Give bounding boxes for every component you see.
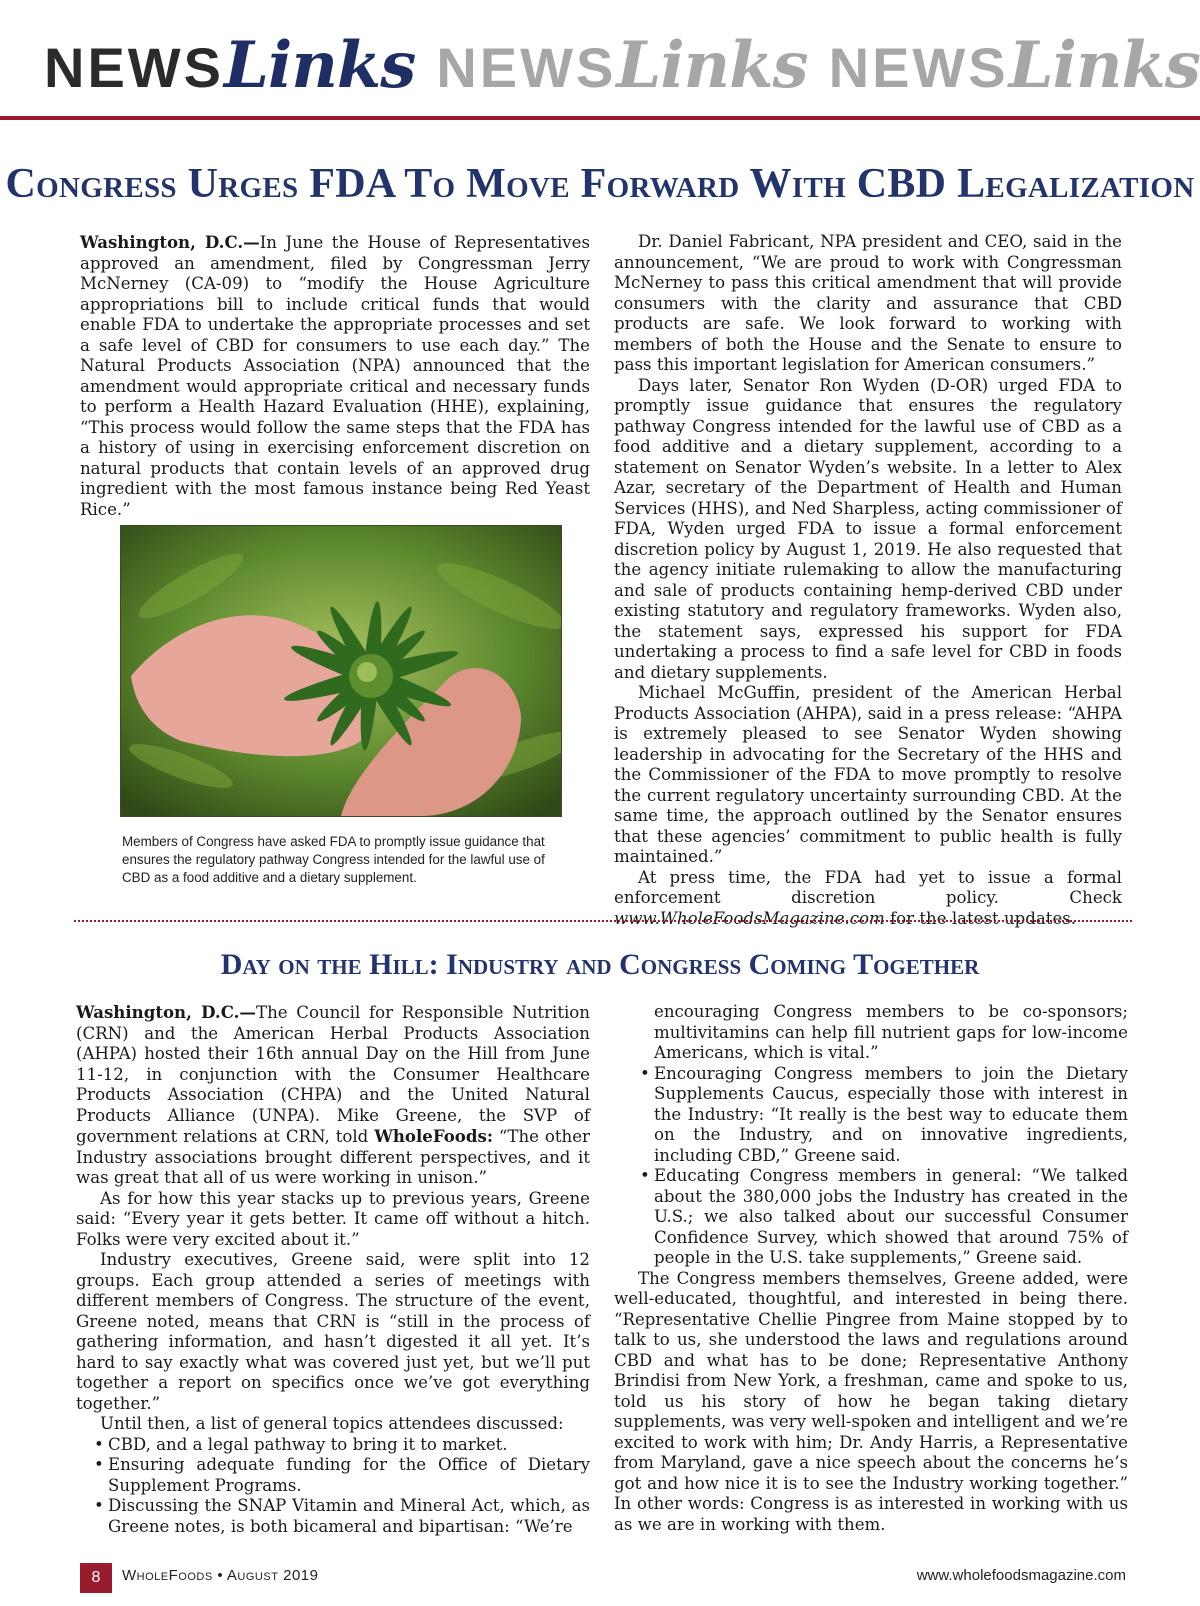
topic-bullet-continued: encouraging Congress members to be co-sponsors; multivitamins can help fill nutrient gaps for low-income Americans, which is vital.” <box>654 1002 1128 1062</box>
article1-paragraph: Dr. Daniel Fabricant, NPA president and CEO, said in the announcement, “We are proud to work with Congressman McNerney to pass this critical amendment that will provide consumers with the clarity and assurance that CBD products are safe. We look forward to working with members of both the House and the Senate to ensure to pass this important legislation for American consumers.” <box>614 232 1122 374</box>
masthead-links-word-repeat: Links <box>616 28 808 103</box>
masthead-links-word-repeat: Links <box>1008 28 1200 103</box>
masthead-news-word-repeat: NEWS <box>436 36 617 99</box>
paragraph-text: At press time, the FDA had yet to issue a formal enforcement discretion policy. Check <box>614 867 1122 907</box>
paragraph-text: The Council for Responsible Nutrition (CRN) and the American Herbal Products Association (AHPA) hosted their 16th annual Day on the Hill from June 11-12, in conjunction with the Consumer Healthcare Products Association (CHPA) and the United Natural Products Alliance (UNPA). Mike Greene, the SVP of government relations at CRN, told <box>76 1003 590 1146</box>
article2-paragraph: Until then, a list of general topics attendees discussed: <box>100 1414 564 1433</box>
publication-name: WholeFoods: <box>374 1126 493 1146</box>
masthead-logo-repeat <box>829 28 1200 103</box>
article1-paragraph <box>80 232 590 520</box>
masthead-logo <box>44 28 415 103</box>
article2-column-1 <box>76 1002 590 1537</box>
page-number: 8 <box>80 1563 112 1593</box>
magazine-website-link[interactable]: www.WholeFoodsMagazine.com <box>614 908 885 928</box>
photo-caption: Members of Congress have asked FDA to promptly issue guidance that ensures the regulatory pathway Congress intended for the lawful use of CBD as a food additive and a dietary supplement. <box>122 834 545 885</box>
article1-column-1 <box>80 232 590 520</box>
topic-bullet: • Ensuring adequate funding for the Office of Dietary Supplement Programs. <box>92 1455 590 1496</box>
paragraph-text: In June the House of Representatives approved an amendment, filed by Congressman Jerry McNerney (CA-09) to “modify the House Agriculture appropriations bill to include critical funds that would enable FDA to undertake the appropriate processes and set a safe level of CBD for consumers to use each day.” The Natural Products Association (NPA) announced that the amendment would appropriate critical and necessary funds to perform a Health Hazard Evaluation (HHE), explaining, “This process would follow the same steps that the FDA has a history of using in exercising enforcement discretion on natural products that contain levels of an approved drug ingredient with the most famous instance being Red Yeast Rice.” <box>80 233 590 519</box>
hemp-leaves-hands-image <box>121 526 561 816</box>
article2-column-2 <box>614 1002 1128 1535</box>
topic-bullet: • Educating Congress members in general: “We talked about the 380,000 jobs the Industry has created in the U.S.; we also talked about our successful Consumer Confidence Survey, which showed that around 75% of people in the U.S. take supplements,” Greene said. <box>614 1166 1128 1269</box>
article1-headline: Congress Urges FDA To Move Forward With CBD Legalization <box>5 161 1195 207</box>
article2-paragraph: Industry executives, Greene said, were split into 12 groups. Each group attended a series of meetings with different members of Congress. The structure of the event, Greene noted, means that CRN is “still in the process of gathering information, and hasn’t digested it all yet. It’s hard to say exactly what was covered just yet, but we’ll put together a report on specifics once we’ve got everything together.” <box>76 1250 590 1413</box>
dateline: Washington, D.C.— <box>76 1002 256 1022</box>
masthead-rule <box>0 116 1200 120</box>
hemp-photo <box>120 525 562 817</box>
footer-magazine-issue: WholeFoods • August 2019 <box>122 1567 319 1584</box>
article1-paragraph: Days later, Senator Ron Wyden (D-OR) urged FDA to promptly issue guidance that ensures the regulatory pathway Congress intended for the lawful use of CBD as a food additive and a dietary supplement, according to a statement on Senator Wyden’s website. In a letter to Alex Azar, secretary of the Department of Health and Human Services (HHS), and Ned Sharpless, acting commissioner of FDA, Wyden urged FDA to issue a formal enforcement discretion policy by August 1, 2019. He also requested that the agency initiate rulemaking to allow the manufacturing and sale of products containing hemp-derived CBD under existing statutory and regulatory frameworks. Wyden also, the statement says, expressed his support for FDA undertaking a process to find a safe level for CBD in foods and dietary supplements. <box>614 375 1122 682</box>
section-divider <box>74 920 1132 922</box>
masthead-links-word: Links <box>224 28 416 103</box>
paragraph-text: “The other Industry associations brought different perspectives, and it was great that all of us were working in unison.” <box>76 1127 590 1187</box>
masthead-logo-repeat <box>436 28 807 103</box>
topic-bullet: • CBD, and a legal pathway to bring it to market. <box>92 1435 590 1456</box>
paragraph-text: for the latest updates. <box>884 908 1077 928</box>
article2-paragraph: The Congress members themselves, Greene added, were well-educated, thoughtful, and interested in being there. “Representative Chellie Pingree from Maine stopped by to talk to us, she understood the laws and regulations around CBD and what has to be done; Representative Anthony Brindisi from New York, a freshman, came and spoke to us, told us his story of how he began taking dietary supplements, was very well-spoken and intelligent and we’re excited to work with him; Dr. Andy Harris, a Representative from Maryland, gave a nice speech about the concerns he’s got and how nice it is to see the Industry working together.” In other words: Congress is as interested in working with us as we are in working with them. <box>614 1268 1128 1534</box>
dateline: Washington, D.C.— <box>80 232 260 252</box>
article2-paragraph: As for how this year stacks up to previous years, Greene said: “Every year it gets better. It came off without a hitch. Folks were very excited about it.” <box>76 1188 590 1249</box>
masthead-news-word: NEWS <box>44 36 224 99</box>
masthead <box>44 28 1200 108</box>
article1-column-2 <box>614 232 1122 929</box>
topic-bullet: • Encouraging Congress members to join the Dietary Supplements Caucus, especially those with interest in the Industry: “It really is the best way to educate them on the Industry, and on innovative ingredients, including CBD,” Greene said. <box>614 1064 1128 1167</box>
article2-headline: Day on the Hill: Industry and Congress Coming Together <box>220 948 980 981</box>
footer-website-link[interactable]: www.wholefoodsmagazine.com <box>916 1567 1126 1584</box>
article1-paragraph: Michael McGuffin, president of the American Herbal Products Association (AHPA), said in a press release: “AHPA is extremely pleased to see Senator Wyden showing leadership in advocating for the Secretary of the HHS and the Commissioner of the FDA to move promptly to resolve the current regulatory uncertainty surrounding CBD. At the same time, the approach outlined by the Senator ensures that these agencies’ commitment to public health is fully maintained.” <box>614 683 1122 866</box>
topic-bullet: • Discussing the SNAP Vitamin and Mineral Act, which, as Greene notes, is both bicameral and bipartisan: “We’re <box>92 1496 590 1537</box>
article2-paragraph <box>76 1002 590 1189</box>
masthead-news-word-repeat: NEWS <box>828 36 1009 99</box>
